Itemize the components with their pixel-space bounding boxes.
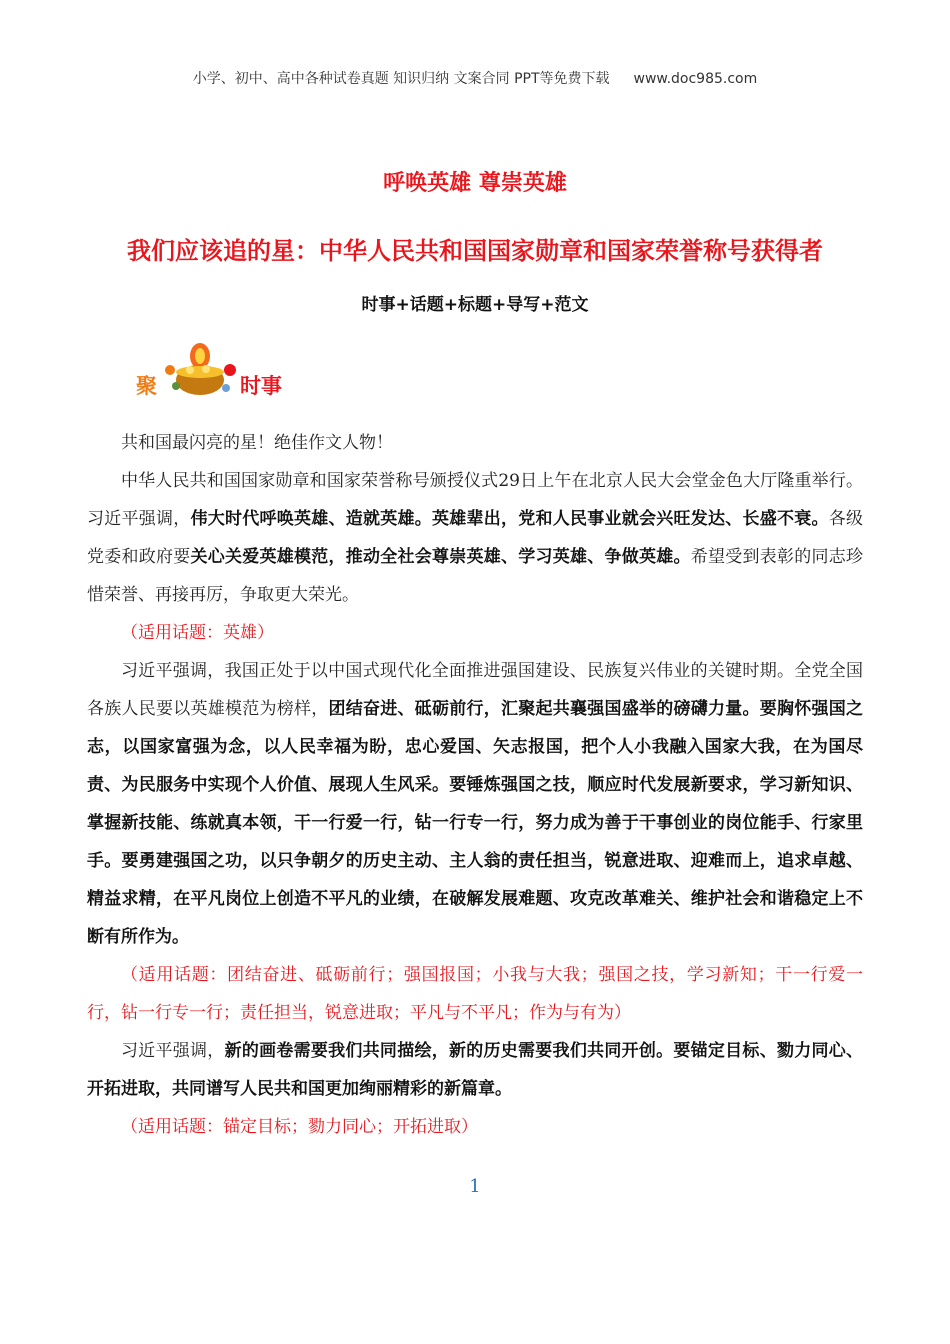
article-body xyxy=(87,424,863,1146)
header-text: 小学、初中、高中各种试卷真题 知识归纳 文案合同 PPT等免费下载 xyxy=(192,71,610,87)
paragraph-text: 习近平强调， xyxy=(121,1041,225,1061)
page-title: 呼唤英雄 尊崇英雄 xyxy=(383,171,567,196)
page-header xyxy=(0,68,950,88)
paragraph-text: 希望受到表彰的同志珍惜荣誉、再接再厉，争取更大荣光。 xyxy=(87,547,863,605)
treasure-pot-icon xyxy=(160,334,240,400)
topic-note: （适用话题：英雄） xyxy=(121,623,274,643)
section-heading xyxy=(136,334,336,404)
format-line: 时事+话题+标题+导写+范文 xyxy=(361,295,589,315)
topic-note: （适用话题：锚定目标；勠力同心；开拓进取） xyxy=(121,1117,478,1137)
paragraph xyxy=(87,1032,863,1108)
section-char-ju: 聚 xyxy=(136,374,157,398)
section-label: 时事 xyxy=(240,374,282,398)
topic-note: （适用话题：团结奋进、砥砺前行；强国报国；小我与大我；强国之技，学习新知；干一行爱一行，钻一行专一行；责任担当，锐意进取；平凡与不平凡；作为与有为） xyxy=(87,965,863,1023)
paragraph-text: 各级党委和政府要 xyxy=(87,509,863,567)
header-site-link[interactable]: www.doc985.com xyxy=(633,71,758,87)
paragraph-text: 中华人民共和国国家勋章和国家荣誉称号颁授仪式29日上午在北京人民大会堂金色大厅隆重举行。习近平强调， xyxy=(87,471,863,529)
emphasis-text: 团结奋进、砥砺前行，汇聚起共襄强国盛举的磅礴力量。要胸怀强国之志，以国家富强为念，以人民幸福为盼，忠心爱国、矢志报国，把个人小我融入国家大我，在为国尽责、为民服务中实现个人价值、展现人生风采。要锤炼强国之技，顺应时代发展新要求，学习新知识、掌握新技能、练就真本领，干一行爱一行，钻一行专一行，努力成为善于干事创业的岗位能手、行家里手。要勇建强国之功，以只争朝夕的历史主动、主人翁的责任担当，锐意进取、迎难而上，追求卓越、精益求精，在平凡岗位上创造不平凡的业绩，在破解发展难题、攻克改革难关、维护社会和谐稳定上不断有所作为。 xyxy=(87,699,863,947)
emphasis-text: 新的画卷需要我们共同描绘，新的历史需要我们共同开创。要锚定目标、勠力同心、开拓进取，共同谱写人民共和国更加绚丽精彩的新篇章。 xyxy=(87,1041,864,1099)
paragraph xyxy=(87,652,863,956)
paragraph: 共和国最闪亮的星！绝佳作文人物！ xyxy=(121,433,393,453)
paragraph-text: 习近平强调，我国正处于以中国式现代化全面推进强国建设、民族复兴伟业的关键时期。全党全国各族人民要以英雄模范为榜样， xyxy=(87,661,863,719)
page-subtitle: 我们应该追的星：中华人民共和国国家勋章和国家荣誉称号获得者 xyxy=(127,237,823,265)
paragraph xyxy=(87,462,863,614)
emphasis-text: 关心关爱英雄模范，推动全社会尊崇英雄、学习英雄、争做英雄。 xyxy=(190,547,691,567)
page-number: 1 xyxy=(469,1176,481,1197)
emphasis-text: 伟大时代呼唤英雄、造就英雄。英雄辈出，党和人民事业就会兴旺发达、长盛不衰。 xyxy=(190,509,829,529)
